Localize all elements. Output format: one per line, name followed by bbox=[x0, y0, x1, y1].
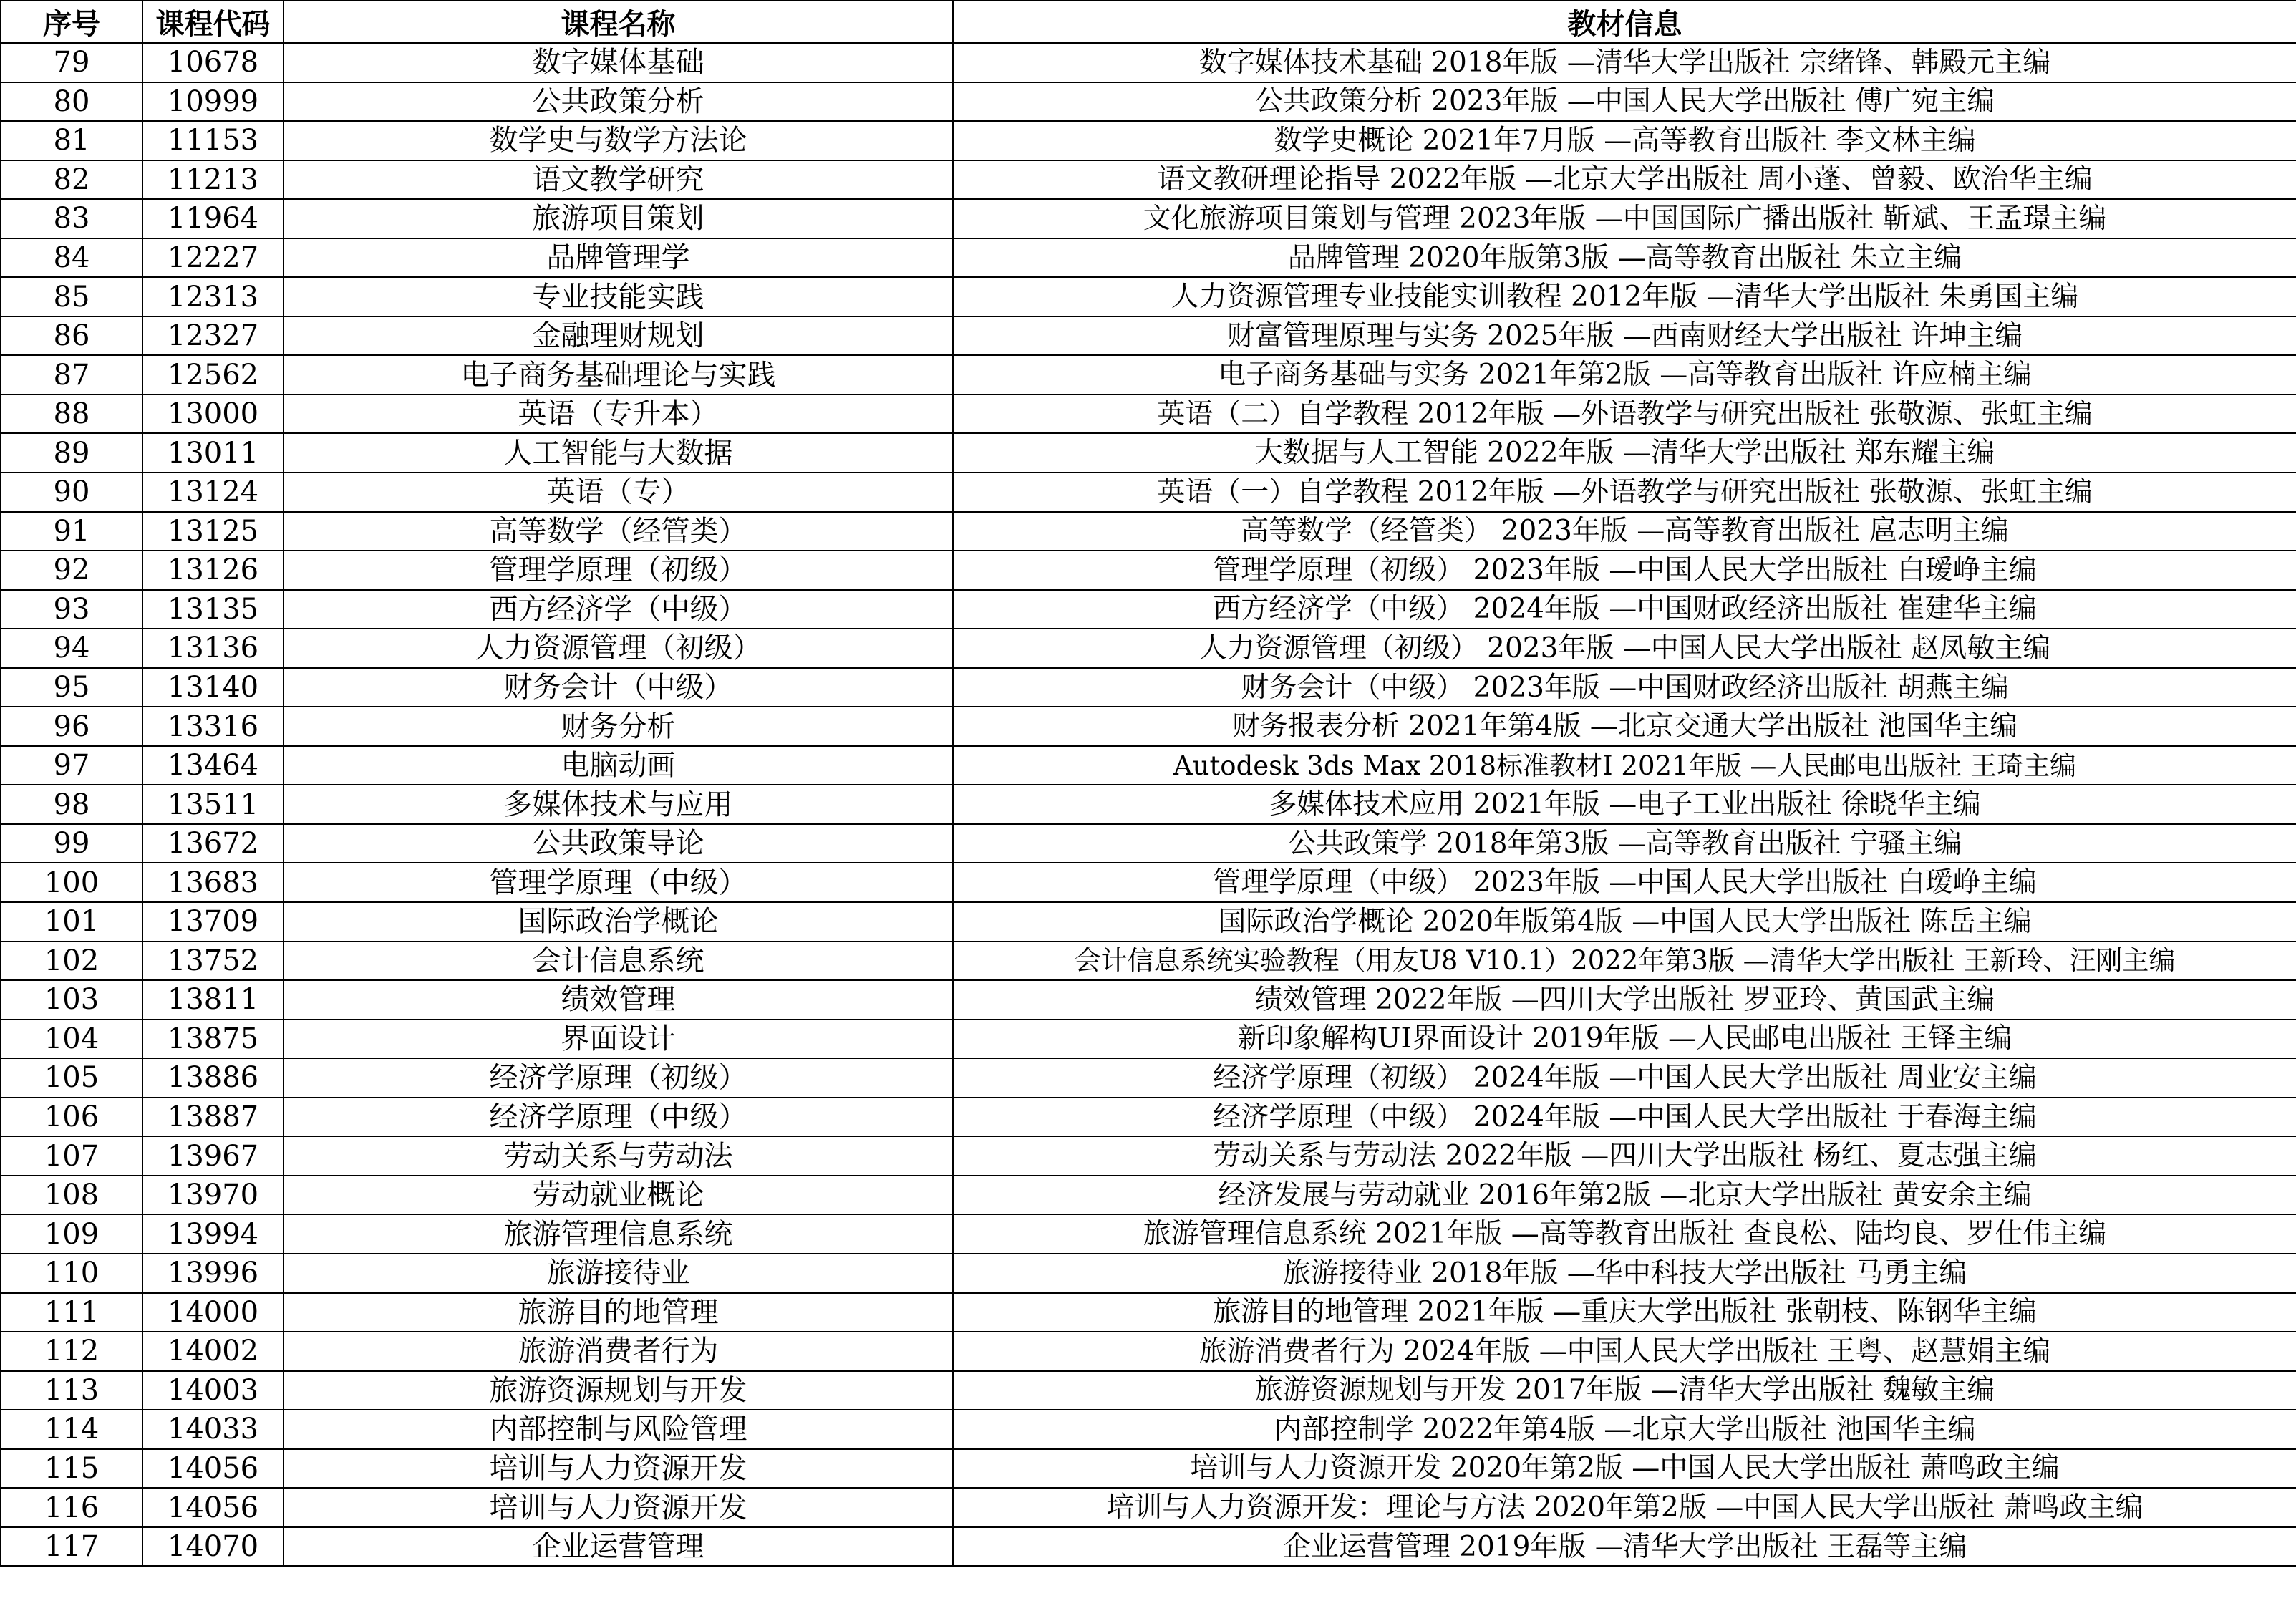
table-row bbox=[1, 1214, 2296, 1254]
cell-textbook-info: 数学史概论 2021年7月版 —高等教育出版社 李文林主编 bbox=[953, 121, 2296, 160]
table-row bbox=[1, 1527, 2296, 1567]
table-row bbox=[1, 1020, 2296, 1059]
cell-textbook-info: 电子商务基础与实务 2021年第2版 —高等教育出版社 许应楠主编 bbox=[953, 355, 2296, 395]
cell-index: 86 bbox=[1, 316, 142, 356]
cell-course-name: 内部控制与风险管理 bbox=[284, 1410, 953, 1449]
cell-course-name: 旅游资源规划与开发 bbox=[284, 1371, 953, 1410]
cell-index: 109 bbox=[1, 1214, 142, 1254]
table-row bbox=[1, 746, 2296, 785]
cell-index: 79 bbox=[1, 43, 142, 82]
cell-course-name: 管理学原理（中级） bbox=[284, 863, 953, 902]
cell-course-name: 高等数学（经管类） bbox=[284, 512, 953, 551]
cell-course-name: 绩效管理 bbox=[284, 980, 953, 1020]
cell-textbook-info: 人力资源管理专业技能实训教程 2012年版 —清华大学出版社 朱勇国主编 bbox=[953, 277, 2296, 316]
cell-index: 110 bbox=[1, 1254, 142, 1293]
cell-textbook-info: 培训与人力资源开发：理论与方法 2020年第2版 —中国人民大学出版社 萧鸣政主编 bbox=[953, 1488, 2296, 1527]
cell-index: 107 bbox=[1, 1136, 142, 1176]
table-row bbox=[1, 82, 2296, 122]
table-row bbox=[1, 121, 2296, 160]
cell-textbook-info: 旅游资源规划与开发 2017年版 —清华大学出版社 魏敏主编 bbox=[953, 1371, 2296, 1410]
cell-course-code: 13811 bbox=[142, 980, 284, 1020]
table-row bbox=[1, 942, 2296, 981]
cell-textbook-info: 财务报表分析 2021年第4版 —北京交通大学出版社 池国华主编 bbox=[953, 707, 2296, 746]
cell-course-code: 14003 bbox=[142, 1371, 284, 1410]
cell-course-code: 12562 bbox=[142, 355, 284, 395]
cell-course-name: 金融理财规划 bbox=[284, 316, 953, 356]
cell-course-code: 13011 bbox=[142, 433, 284, 473]
cell-index: 103 bbox=[1, 980, 142, 1020]
table-row bbox=[1, 1136, 2296, 1176]
cell-textbook-info: Autodesk 3ds Max 2018标准教材I 2021年版 —人民邮电出版社 王琦主编 bbox=[953, 746, 2296, 785]
table-row bbox=[1, 551, 2296, 590]
cell-course-name: 英语（专） bbox=[284, 473, 953, 512]
cell-index: 94 bbox=[1, 629, 142, 668]
cell-index: 83 bbox=[1, 199, 142, 238]
cell-course-name: 企业运营管理 bbox=[284, 1527, 953, 1567]
cell-course-name: 旅游项目策划 bbox=[284, 199, 953, 238]
cell-index: 99 bbox=[1, 824, 142, 863]
cell-textbook-info: 旅游消费者行为 2024年版 —中国人民大学出版社 王粤、赵慧娟主编 bbox=[953, 1332, 2296, 1371]
cell-index: 115 bbox=[1, 1449, 142, 1489]
cell-textbook-info: 财务会计（中级） 2023年版 —中国财政经济出版社 胡燕主编 bbox=[953, 668, 2296, 707]
cell-index: 117 bbox=[1, 1527, 142, 1567]
cell-textbook-info: 管理学原理（初级） 2023年版 —中国人民大学出版社 白瑷峥主编 bbox=[953, 551, 2296, 590]
cell-index: 105 bbox=[1, 1058, 142, 1098]
cell-course-name: 会计信息系统 bbox=[284, 942, 953, 981]
table-row bbox=[1, 902, 2296, 942]
cell-course-name: 电子商务基础理论与实践 bbox=[284, 355, 953, 395]
cell-index: 106 bbox=[1, 1098, 142, 1137]
cell-textbook-info: 多媒体技术应用 2021年版 —电子工业出版社 徐晓华主编 bbox=[953, 785, 2296, 824]
cell-course-name: 旅游管理信息系统 bbox=[284, 1214, 953, 1254]
cell-textbook-info: 英语（一）自学教程 2012年版 —外语教学与研究出版社 张敬源、张虹主编 bbox=[953, 473, 2296, 512]
cell-index: 112 bbox=[1, 1332, 142, 1371]
cell-textbook-info: 经济学原理（初级） 2024年版 —中国人民大学出版社 周业安主编 bbox=[953, 1058, 2296, 1098]
cell-index: 116 bbox=[1, 1488, 142, 1527]
cell-textbook-info: 英语（二）自学教程 2012年版 —外语教学与研究出版社 张敬源、张虹主编 bbox=[953, 395, 2296, 434]
cell-course-name: 培训与人力资源开发 bbox=[284, 1488, 953, 1527]
cell-course-name: 经济学原理（初级） bbox=[284, 1058, 953, 1098]
cell-course-name: 公共政策导论 bbox=[284, 824, 953, 863]
cell-course-code: 13511 bbox=[142, 785, 284, 824]
cell-course-name: 界面设计 bbox=[284, 1020, 953, 1059]
cell-textbook-info: 大数据与人工智能 2022年版 —清华大学出版社 郑东耀主编 bbox=[953, 433, 2296, 473]
cell-course-name: 专业技能实践 bbox=[284, 277, 953, 316]
cell-index: 89 bbox=[1, 433, 142, 473]
cell-course-code: 13683 bbox=[142, 863, 284, 902]
cell-index: 114 bbox=[1, 1410, 142, 1449]
cell-index: 87 bbox=[1, 355, 142, 395]
cell-course-code: 13125 bbox=[142, 512, 284, 551]
table-row bbox=[1, 668, 2296, 707]
table-row bbox=[1, 824, 2296, 863]
cell-course-code: 10999 bbox=[142, 82, 284, 122]
cell-textbook-info: 旅游管理信息系统 2021年版 —高等教育出版社 查良松、陆均良、罗仕伟主编 bbox=[953, 1214, 2296, 1254]
header-course-code: 课程代码 bbox=[142, 1, 284, 43]
table-row bbox=[1, 1488, 2296, 1527]
header-index: 序号 bbox=[1, 1, 142, 43]
cell-course-code: 13875 bbox=[142, 1020, 284, 1059]
table-row bbox=[1, 238, 2296, 278]
cell-course-code: 14056 bbox=[142, 1488, 284, 1527]
cell-index: 111 bbox=[1, 1293, 142, 1332]
cell-textbook-info: 财富管理原理与实务 2025年版 —西南财经大学出版社 许坤主编 bbox=[953, 316, 2296, 356]
cell-course-code: 13000 bbox=[142, 395, 284, 434]
cell-index: 100 bbox=[1, 863, 142, 902]
header-textbook-info: 教材信息 bbox=[953, 1, 2296, 43]
table-body bbox=[1, 43, 2296, 1566]
table-row bbox=[1, 395, 2296, 434]
cell-course-code: 14056 bbox=[142, 1449, 284, 1489]
cell-index: 80 bbox=[1, 82, 142, 122]
cell-textbook-info: 绩效管理 2022年版 —四川大学出版社 罗亚玲、黄国武主编 bbox=[953, 980, 2296, 1020]
cell-textbook-info: 语文教研理论指导 2022年版 —北京大学出版社 周小蓬、曾毅、欧治华主编 bbox=[953, 160, 2296, 200]
cell-textbook-info: 人力资源管理（初级） 2023年版 —中国人民大学出版社 赵凤敏主编 bbox=[953, 629, 2296, 668]
cell-course-code: 13126 bbox=[142, 551, 284, 590]
cell-index: 88 bbox=[1, 395, 142, 434]
cell-textbook-info: 高等数学（经管类） 2023年版 —高等教育出版社 扈志明主编 bbox=[953, 512, 2296, 551]
table-row bbox=[1, 629, 2296, 668]
cell-course-name: 财务会计（中级） bbox=[284, 668, 953, 707]
cell-course-code: 13752 bbox=[142, 942, 284, 981]
cell-index: 84 bbox=[1, 238, 142, 278]
cell-index: 93 bbox=[1, 590, 142, 629]
header-course-name: 课程名称 bbox=[284, 1, 953, 43]
table-row bbox=[1, 316, 2296, 356]
cell-course-code: 13994 bbox=[142, 1214, 284, 1254]
table-row bbox=[1, 1293, 2296, 1332]
cell-course-code: 13886 bbox=[142, 1058, 284, 1098]
header-row bbox=[1, 1, 2296, 43]
cell-course-code: 13967 bbox=[142, 1136, 284, 1176]
cell-course-code: 10678 bbox=[142, 43, 284, 82]
cell-course-name: 经济学原理（中级） bbox=[284, 1098, 953, 1137]
cell-textbook-info: 会计信息系统实验教程（用友U8 V10.1）2022年第3版 —清华大学出版社 王新玲、汪刚主编 bbox=[953, 942, 2296, 981]
cell-textbook-info: 公共政策学 2018年第3版 —高等教育出版社 宁骚主编 bbox=[953, 824, 2296, 863]
cell-course-name: 电脑动画 bbox=[284, 746, 953, 785]
cell-index: 96 bbox=[1, 707, 142, 746]
cell-index: 102 bbox=[1, 942, 142, 981]
cell-index: 101 bbox=[1, 902, 142, 942]
cell-course-name: 人工智能与大数据 bbox=[284, 433, 953, 473]
cell-course-code: 13136 bbox=[142, 629, 284, 668]
cell-course-code: 14033 bbox=[142, 1410, 284, 1449]
cell-course-code: 14000 bbox=[142, 1293, 284, 1332]
cell-textbook-info: 公共政策分析 2023年版 —中国人民大学出版社 傅广宛主编 bbox=[953, 82, 2296, 122]
cell-course-name: 数学史与数学方法论 bbox=[284, 121, 953, 160]
table-row bbox=[1, 1176, 2296, 1215]
cell-index: 98 bbox=[1, 785, 142, 824]
cell-course-name: 多媒体技术与应用 bbox=[284, 785, 953, 824]
cell-course-code: 14070 bbox=[142, 1527, 284, 1567]
cell-course-code: 13124 bbox=[142, 473, 284, 512]
cell-course-name: 公共政策分析 bbox=[284, 82, 953, 122]
table-row bbox=[1, 1332, 2296, 1371]
cell-index: 90 bbox=[1, 473, 142, 512]
cell-index: 95 bbox=[1, 668, 142, 707]
cell-index: 92 bbox=[1, 551, 142, 590]
table-row bbox=[1, 1058, 2296, 1098]
cell-course-code: 11153 bbox=[142, 121, 284, 160]
cell-course-code: 13316 bbox=[142, 707, 284, 746]
cell-course-code: 14002 bbox=[142, 1332, 284, 1371]
cell-textbook-info: 西方经济学（中级） 2024年版 —中国财政经济出版社 崔建华主编 bbox=[953, 590, 2296, 629]
cell-index: 113 bbox=[1, 1371, 142, 1410]
table-row bbox=[1, 199, 2296, 238]
cell-textbook-info: 旅游目的地管理 2021年版 —重庆大学出版社 张朝枝、陈钢华主编 bbox=[953, 1293, 2296, 1332]
table-row bbox=[1, 355, 2296, 395]
cell-course-name: 劳动就业概论 bbox=[284, 1176, 953, 1215]
cell-course-name: 人力资源管理（初级） bbox=[284, 629, 953, 668]
table-row bbox=[1, 277, 2296, 316]
table-row bbox=[1, 1254, 2296, 1293]
cell-course-name: 旅游接待业 bbox=[284, 1254, 953, 1293]
cell-course-code: 13464 bbox=[142, 746, 284, 785]
table-row bbox=[1, 980, 2296, 1020]
cell-course-code: 13887 bbox=[142, 1098, 284, 1137]
cell-course-name: 西方经济学（中级） bbox=[284, 590, 953, 629]
cell-textbook-info: 经济学原理（中级） 2024年版 —中国人民大学出版社 于春海主编 bbox=[953, 1098, 2296, 1137]
cell-textbook-info: 品牌管理 2020年版第3版 —高等教育出版社 朱立主编 bbox=[953, 238, 2296, 278]
cell-index: 85 bbox=[1, 277, 142, 316]
cell-index: 91 bbox=[1, 512, 142, 551]
cell-course-code: 11964 bbox=[142, 199, 284, 238]
cell-textbook-info: 新印象解构UI界面设计 2019年版 —人民邮电出版社 王铎主编 bbox=[953, 1020, 2296, 1059]
cell-course-code: 13140 bbox=[142, 668, 284, 707]
cell-course-name: 数字媒体基础 bbox=[284, 43, 953, 82]
cell-course-name: 财务分析 bbox=[284, 707, 953, 746]
cell-course-code: 12227 bbox=[142, 238, 284, 278]
cell-course-name: 品牌管理学 bbox=[284, 238, 953, 278]
cell-course-code: 13996 bbox=[142, 1254, 284, 1293]
cell-textbook-info: 企业运营管理 2019年版 —清华大学出版社 王磊等主编 bbox=[953, 1527, 2296, 1567]
cell-textbook-info: 文化旅游项目策划与管理 2023年版 —中国国际广播出版社 靳斌、王孟璟主编 bbox=[953, 199, 2296, 238]
table-row bbox=[1, 1410, 2296, 1449]
table-row bbox=[1, 707, 2296, 746]
cell-index: 104 bbox=[1, 1020, 142, 1059]
cell-index: 82 bbox=[1, 160, 142, 200]
cell-course-name: 语文教学研究 bbox=[284, 160, 953, 200]
table-row bbox=[1, 863, 2296, 902]
cell-textbook-info: 经济发展与劳动就业 2016年第2版 —北京大学出版社 黄安余主编 bbox=[953, 1176, 2296, 1215]
cell-index: 81 bbox=[1, 121, 142, 160]
cell-course-code: 13970 bbox=[142, 1176, 284, 1215]
table-row bbox=[1, 473, 2296, 512]
cell-course-code: 13135 bbox=[142, 590, 284, 629]
table-row bbox=[1, 160, 2296, 200]
cell-course-name: 英语（专升本） bbox=[284, 395, 953, 434]
cell-course-name: 国际政治学概论 bbox=[284, 902, 953, 942]
cell-course-name: 管理学原理（初级） bbox=[284, 551, 953, 590]
cell-textbook-info: 旅游接待业 2018年版 —华中科技大学出版社 马勇主编 bbox=[953, 1254, 2296, 1293]
table-row bbox=[1, 590, 2296, 629]
cell-textbook-info: 内部控制学 2022年第4版 —北京大学出版社 池国华主编 bbox=[953, 1410, 2296, 1449]
cell-textbook-info: 培训与人力资源开发 2020年第2版 —中国人民大学出版社 萧鸣政主编 bbox=[953, 1449, 2296, 1489]
cell-course-code: 11213 bbox=[142, 160, 284, 200]
cell-index: 97 bbox=[1, 746, 142, 785]
table-row bbox=[1, 785, 2296, 824]
cell-textbook-info: 劳动关系与劳动法 2022年版 —四川大学出版社 杨红、夏志强主编 bbox=[953, 1136, 2296, 1176]
cell-textbook-info: 国际政治学概论 2020年版第4版 —中国人民大学出版社 陈岳主编 bbox=[953, 902, 2296, 942]
cell-course-code: 12327 bbox=[142, 316, 284, 356]
cell-course-code: 13672 bbox=[142, 824, 284, 863]
cell-course-name: 旅游目的地管理 bbox=[284, 1293, 953, 1332]
cell-textbook-info: 数字媒体技术基础 2018年版 —清华大学出版社 宗绪锋、韩殿元主编 bbox=[953, 43, 2296, 82]
cell-course-name: 旅游消费者行为 bbox=[284, 1332, 953, 1371]
cell-course-code: 13709 bbox=[142, 902, 284, 942]
table-row bbox=[1, 512, 2296, 551]
cell-course-name: 培训与人力资源开发 bbox=[284, 1449, 953, 1489]
cell-textbook-info: 管理学原理（中级） 2023年版 —中国人民大学出版社 白瑷峥主编 bbox=[953, 863, 2296, 902]
table-row bbox=[1, 1098, 2296, 1137]
cell-index: 108 bbox=[1, 1176, 142, 1215]
cell-course-code: 12313 bbox=[142, 277, 284, 316]
table-row bbox=[1, 1371, 2296, 1410]
cell-course-name: 劳动关系与劳动法 bbox=[284, 1136, 953, 1176]
table-row bbox=[1, 1449, 2296, 1489]
table-row bbox=[1, 43, 2296, 82]
table-row bbox=[1, 433, 2296, 473]
